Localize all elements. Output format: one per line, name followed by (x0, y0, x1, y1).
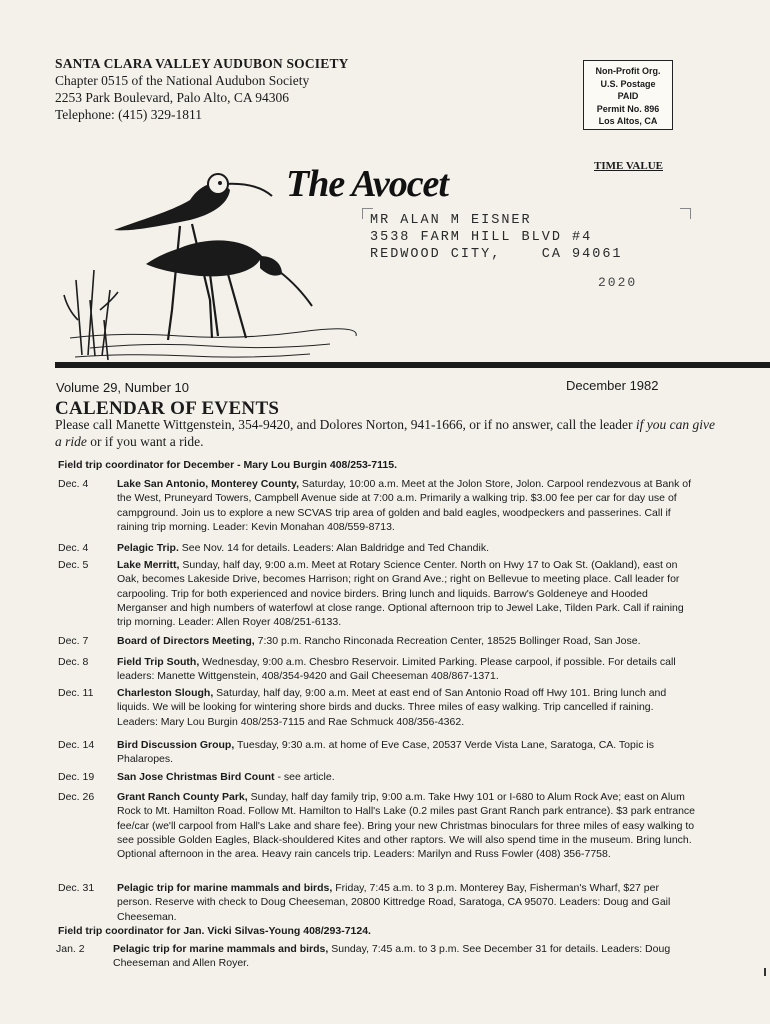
event-date: Dec. 5 (58, 559, 89, 571)
event-description (117, 770, 695, 784)
event-details: - see article. (274, 771, 335, 783)
event-details: Saturday, 10:00 a.m. Meet at the Jolon Store, Jolon. Carpool rendezvous at Bank of the West, Pruneyard Towers, Campbell Avenue side at 7:00 a.m. Primarily a walking trip. $3.00 fee per car for day use of campground. Join us to explore a new SCVAS trip area of golden and bald eagles, woodpeckers and passerines. Call if raining trip morning. Leader: Kevin Monahan 408/559-8713. (117, 478, 692, 533)
postage-line: Permit No. 896 (596, 103, 660, 114)
mailing-label (370, 212, 623, 263)
intro-emphasis: if you can give a ride (55, 417, 715, 449)
masthead-title: The Avocet (286, 163, 448, 205)
event-description (117, 738, 695, 767)
event-date: Dec. 11 (58, 687, 94, 699)
event-date: Dec. 19 (58, 771, 95, 783)
event-details: Sunday, 7:45 a.m. to 3 p.m. See December 31 for details. Leaders: Doug Cheeseman and Allen Royer. (113, 943, 671, 970)
postage-indicia (583, 60, 673, 130)
event-date: Dec. 14 (58, 739, 95, 751)
intro-text: Please call Manette Wittgenstein, 354-9420, and Dolores Norton, 941-1666, or if no answer, call the leader (55, 417, 636, 432)
event-description (117, 881, 695, 924)
organization-telephone: Telephone: (415) 329-1811 (55, 107, 203, 122)
event-description (117, 634, 695, 648)
time-value-label: TIME VALUE (594, 160, 663, 172)
event-details: Friday, 7:45 a.m. to 3 p.m. Monterey Bay, Fisherman's Wharf, $27 per person. Reserve with check to Doug Cheeseman, 20800 Kittredge Road, Saratoga, CA 95070. Leaders: Doug and Gail Cheeseman. (117, 882, 671, 923)
postage-line: Non-Profit Org. (595, 66, 661, 76)
issue-date: December 1982 (566, 378, 659, 393)
event-title: Charleston Slough, (117, 687, 214, 699)
label-corner-mark (680, 208, 691, 219)
organization-address: 2253 Park Boulevard, Palo Alto, CA 94306 (55, 90, 289, 105)
masthead-divider (55, 362, 770, 368)
margin-mark (764, 968, 766, 976)
event-date: Dec. 7 (58, 635, 89, 647)
recipient-name: MR ALAN M EISNER (370, 213, 532, 228)
event-description (117, 686, 695, 729)
event-title: Board of Directors Meeting, (117, 635, 255, 647)
event-details: 7:30 p.m. Rancho Rinconada Recreation Center, 18525 Bollinger Road, San Jose. (254, 635, 641, 647)
event-description (117, 655, 695, 684)
event-title: Grant Ranch County Park, (117, 791, 248, 803)
coordinator-january: Field trip coordinator for Jan. Vicki Silvas-Young 408/293-7124. (58, 925, 371, 937)
event-details: Sunday, half day family trip, 9:00 a.m. Take Hwy 101 or I-680 to Alum Rock Ave; east on Alum Rock to Mt. Hamilton Road. Follow Mt. Hamilton to Hall's Lake (0.2 miles past Grant Ranch park entrance). $3 park entrance fee/car (we'll carpool from Hall's Lake and share fee). Bring your new Christmas binoculars for three miles of easy walking to see possible Golden Eagles, Black-shouldered Kites and other raptors. We will also spend time in the museum. Bring lunch. Optional afternoon in the area. Heavy rain cancels trip. Leaders: Marilyn and Russ Fowler (408) 356-7758. (117, 791, 695, 861)
event-details: Sunday, half day, 9:00 a.m. Meet at Rotary Science Center. North on Hwy 17 to Oak St. (Oakland), east on Oak, becomes Lakeside Drive, becomes Harrison; right on Grand Ave.; right on Bellevue to meeting place. Call leader for carpooling. Trip for both experienced and novice birders. Bring lunch and liquids. Barrow's Goldeneye and Hooded Merganser and high numbers of waterfowl at close range. Optional afternoon trip to Jewel Lake, Tilden Park. Call if raining trip morning. Leader: Allen Royer 408/251-6133. (117, 559, 684, 629)
volume-number: Volume 29, Number 10 (56, 380, 189, 395)
event-date: Jan. 2 (56, 943, 85, 955)
event-description (117, 477, 695, 534)
chapter-line: Chapter 0515 of the National Audubon Society (55, 73, 310, 88)
event-date: Dec. 4 (58, 542, 89, 554)
event-date: Dec. 26 (58, 791, 95, 803)
event-title: San Jose Christmas Bird Count (117, 771, 275, 783)
event-details: See Nov. 14 for details. Leaders: Alan Baldridge and Ted Chandik. (178, 542, 490, 554)
postage-line: U.S. Postage (600, 78, 656, 89)
coordinator-december: Field trip coordinator for December - Mary Lou Burgin 408/253-7115. (58, 459, 398, 471)
event-description (117, 790, 695, 861)
calendar-intro (55, 416, 715, 450)
event-title: Pelagic trip for marine mammals and birds, (113, 943, 329, 955)
organization-header (55, 55, 475, 123)
calendar-heading: CALENDAR OF EVENTS (55, 398, 280, 419)
organization-name: SANTA CLARA VALLEY AUDUBON SOCIETY (55, 56, 349, 71)
intro-text-end: or if you want a ride. (86, 434, 204, 449)
event-details: Tuesday, 9:30 a.m. at home of Eve Case, 20537 Verde Vista Lane, Saratoga, CA. Topic is Phalaropes. (117, 739, 654, 766)
event-title: Lake San Antonio, Monterey County, (117, 478, 300, 490)
event-title: Pelagic Trip. (117, 542, 179, 554)
event-description (117, 558, 695, 629)
event-date: Dec. 8 (58, 656, 89, 668)
event-date: Dec. 4 (58, 478, 89, 490)
event-title: Field Trip South, (117, 656, 200, 668)
recipient-city: REDWOOD CITY, CA 94061 (370, 247, 623, 262)
label-code: 2020 (598, 275, 638, 290)
recipient-street: 3538 FARM HILL BLVD #4 (370, 230, 593, 245)
event-title: Bird Discussion Group, (117, 739, 235, 751)
postage-line: PAID (617, 91, 639, 101)
postage-line: Los Altos, CA (598, 116, 658, 126)
event-title: Pelagic trip for marine mammals and birds, (117, 882, 333, 894)
event-date: Dec. 31 (58, 882, 95, 894)
event-title: Lake Merritt, (117, 559, 180, 571)
event-description (117, 541, 695, 555)
event-details: Saturday, half day, 9:00 a.m. Meet at east end of San Antonio Road off Hwy 101. Bring lunch and liquids. We will be looking for wintering shore birds and ducks. Three miles of easy walking. Trip cancelled if raining. Leaders: Mary Lou Burgin 408/253-7115 and Rae Schmuck 408/356-4362. (117, 687, 667, 728)
event-details: Wednesday, 9:00 a.m. Chesbro Reservoir. Limited Parking. Please carpool, if possible. For details call leaders: Manette Wittgenstein, 408/354-9420 and Gail Cheeseman 408/867-1371. (117, 656, 676, 683)
event-description (113, 942, 695, 971)
